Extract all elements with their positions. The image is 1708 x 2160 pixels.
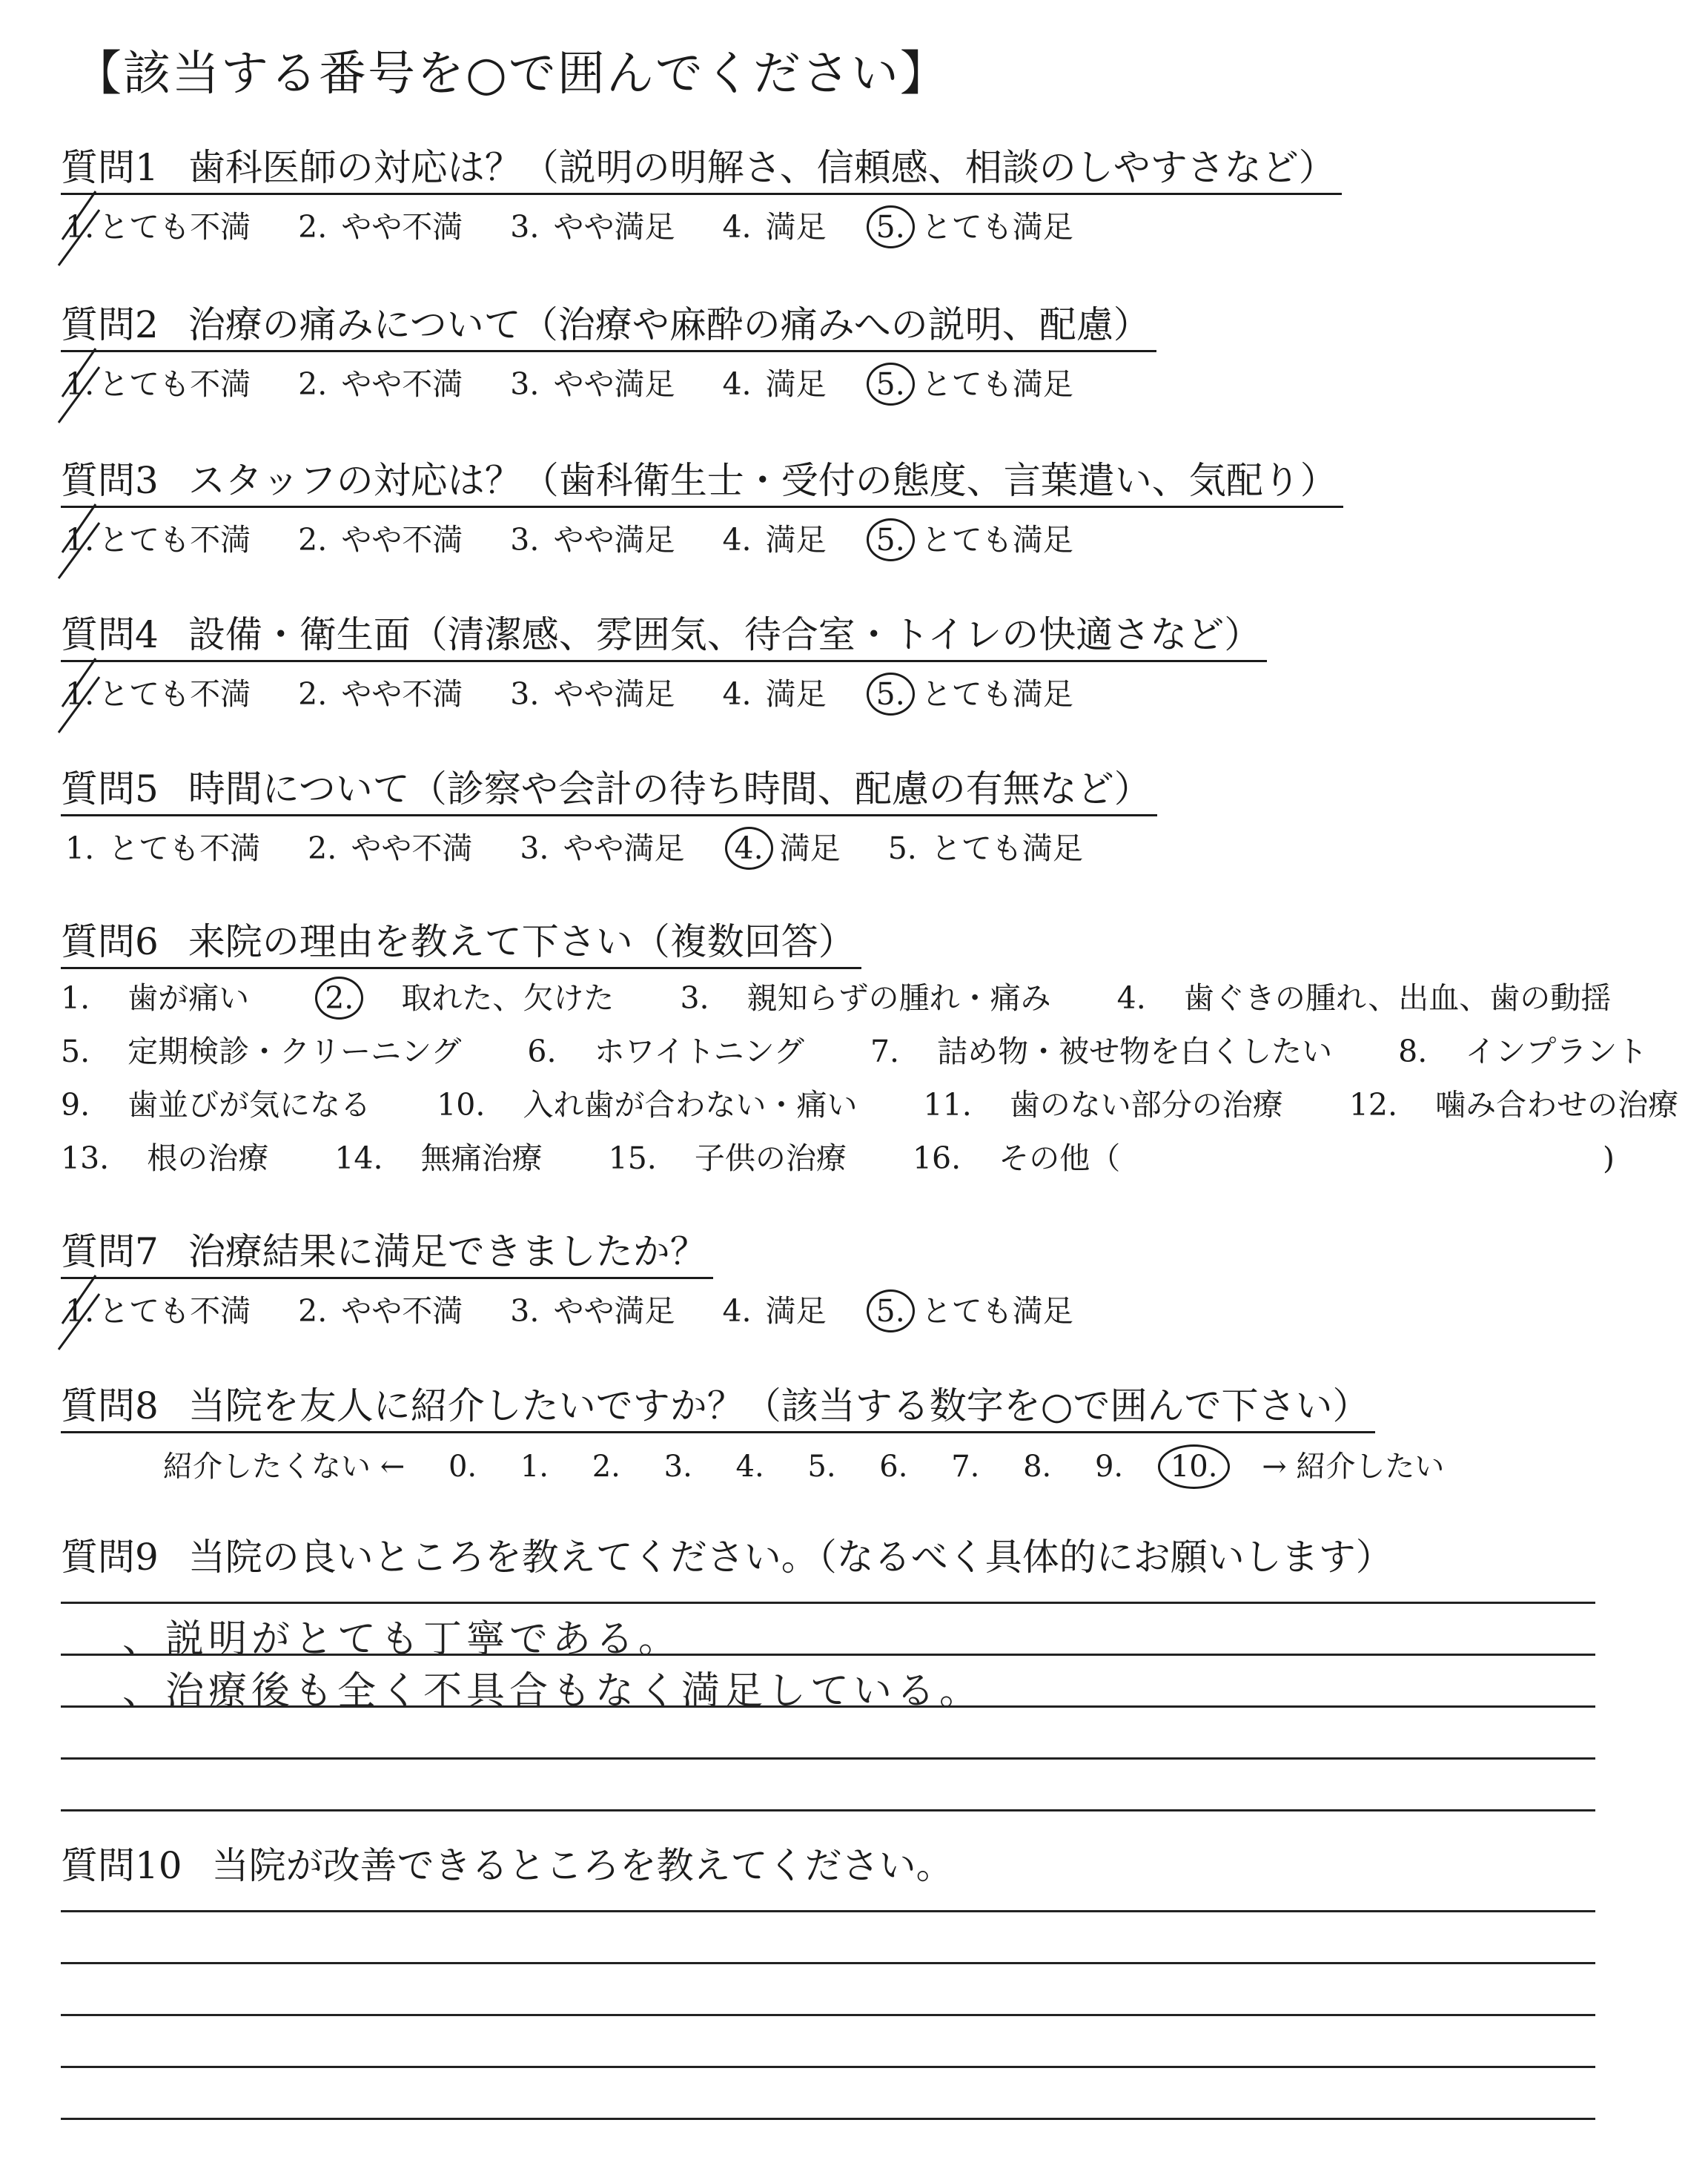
question-text: 歯科医師の対応は？（説明の明解さ、信頼感、相談のしやすさなど） <box>188 146 1336 189</box>
option-5-selected[interactable]: 5. とても満足 <box>870 670 1073 713</box>
option-1[interactable]: 1. とても不満 <box>61 360 251 403</box>
question-text: 当院の良いところを教えてください。（なるべく具体的にお願いします） <box>188 1536 1393 1579</box>
question-label: 質問7 <box>61 1230 159 1273</box>
option-5-selected[interactable]: 5. とても満足 <box>870 1287 1073 1330</box>
scale-5[interactable]: 5. <box>807 1450 836 1484</box>
option-2[interactable]: 2. やや不満 <box>298 521 463 558</box>
scale-1[interactable]: 1. <box>520 1450 549 1484</box>
question-6 <box>61 921 861 969</box>
question-2 <box>61 304 1156 403</box>
option-4-selected[interactable]: 4. 満足 <box>728 824 841 868</box>
question-1 <box>61 147 1342 246</box>
reason-12[interactable]: 12. 噛み合わせの治療 <box>1348 1087 1679 1123</box>
question-label: 質問5 <box>61 767 159 810</box>
reason-11[interactable]: 11. 歯のない部分の治療 <box>923 1087 1283 1123</box>
option-2[interactable]: 2. やや不満 <box>298 676 463 712</box>
reason-1[interactable]: 1. 歯が痛い <box>61 980 250 1016</box>
answer-line[interactable] <box>61 2118 1595 2120</box>
reason-row <box>61 1025 1708 1078</box>
option-2[interactable]: 2. やや不満 <box>298 208 463 245</box>
reason-9[interactable]: 9. 歯並びが気になる <box>61 1087 371 1123</box>
reason-other-close: ) <box>1603 1140 1615 1176</box>
option-1[interactable]: 1. とても不満 <box>65 830 261 866</box>
question-text: 治療結果に満足できましたか？ <box>188 1230 707 1273</box>
option-1[interactable]: 1. とても不満 <box>61 1287 251 1330</box>
reason-7[interactable]: 7. 詰め物・被せ物を白くしたい <box>870 1034 1333 1069</box>
scale-0[interactable]: 0. <box>448 1450 477 1484</box>
rating-options <box>61 1287 1116 1330</box>
question-label: 質問3 <box>61 459 159 502</box>
question-label: 質問8 <box>61 1384 159 1427</box>
question-label: 質問1 <box>61 146 159 189</box>
option-2[interactable]: 2. やや不満 <box>308 830 473 866</box>
option-4[interactable]: 4. 満足 <box>722 208 827 245</box>
scale-10-selected[interactable]: 10. <box>1158 1444 1231 1489</box>
option-4[interactable]: 4. 満足 <box>722 366 827 402</box>
option-4[interactable]: 4. 満足 <box>722 521 827 558</box>
answer-line[interactable] <box>61 1705 1595 1708</box>
option-5-selected[interactable]: 5. とても満足 <box>870 515 1073 559</box>
rating-options <box>61 824 1157 868</box>
question-text: スタッフの対応は？（歯科衛生士・受付の態度、言葉遣い、気配り） <box>188 459 1337 502</box>
scale-right-label: → 紹介したい <box>1262 1450 1445 1484</box>
reason-15[interactable]: 15. 子供の治療 <box>608 1140 847 1176</box>
recommend-scale <box>163 1443 1478 1485</box>
answer-line[interactable] <box>61 2066 1595 2068</box>
scale-9[interactable]: 9. <box>1094 1450 1124 1484</box>
rating-options <box>61 202 1342 246</box>
answer-line[interactable] <box>61 1757 1595 1760</box>
question-8 <box>61 1385 1375 1433</box>
handwritten-answer-line-2: 、治療後も全く不具合もなく満足している。 <box>122 1669 983 1714</box>
scale-left-label: 紹介したくない ← <box>163 1450 406 1484</box>
option-5[interactable]: 5. とても満足 <box>887 830 1083 866</box>
question-text: 時間について（診察や会計の待ち時間、配慮の有無など） <box>188 767 1151 810</box>
reason-row <box>61 1078 1708 1132</box>
question-4 <box>61 614 1267 713</box>
answer-line[interactable] <box>61 1654 1595 1656</box>
scale-6[interactable]: 6. <box>879 1450 908 1484</box>
question-9 <box>61 1536 1399 1582</box>
option-3[interactable]: 3. やや満足 <box>520 830 685 866</box>
option-4[interactable]: 4. 満足 <box>722 676 827 712</box>
question-label: 質問2 <box>61 303 159 346</box>
question-text: 来院の理由を教えて下さい（複数回答） <box>188 920 855 963</box>
option-4[interactable]: 4. 満足 <box>722 1292 827 1329</box>
reason-13[interactable]: 13. 根の治療 <box>61 1140 269 1176</box>
reason-4[interactable]: 4. 歯ぐきの腫れ、出血、歯の動揺 <box>1116 980 1612 1016</box>
answer-line[interactable] <box>61 1602 1595 1604</box>
question-text: 設備・衛生面（清潔感、雰囲気、待合室・トイレの快適さなど） <box>188 613 1262 656</box>
option-3[interactable]: 3. やや満足 <box>510 366 675 402</box>
reason-16-other[interactable]: 16. その他（ <box>912 1140 1121 1176</box>
rating-options <box>61 670 1267 713</box>
reason-8[interactable]: 8. インプラント <box>1398 1034 1648 1069</box>
scale-7[interactable]: 7. <box>951 1450 980 1484</box>
option-1[interactable]: 1. とても不満 <box>61 670 251 713</box>
reason-14[interactable]: 14. 無痛治療 <box>334 1140 543 1176</box>
scale-2[interactable]: 2. <box>592 1450 620 1484</box>
question-label: 質問6 <box>61 920 159 963</box>
scale-3[interactable]: 3. <box>663 1450 692 1484</box>
answer-line[interactable] <box>61 2014 1595 2016</box>
option-3[interactable]: 3. やや満足 <box>510 521 675 558</box>
scale-4[interactable]: 4. <box>735 1450 764 1484</box>
reason-row <box>61 971 1708 1025</box>
reason-row <box>61 1132 1708 1185</box>
rating-options <box>61 360 1156 403</box>
reason-10[interactable]: 10. 入れ歯が合わない・痛い <box>437 1087 858 1123</box>
option-2[interactable]: 2. やや不満 <box>298 366 463 402</box>
question-7 <box>61 1231 1116 1330</box>
reason-5[interactable]: 5. 定期検診・クリーニング <box>61 1034 462 1069</box>
option-3[interactable]: 3. やや満足 <box>510 676 675 712</box>
question-5 <box>61 768 1157 868</box>
question-10 <box>61 1845 959 1891</box>
question-text: 当院を友人に紹介したいですか？（該当する数字を○で囲んで下さい） <box>188 1384 1370 1427</box>
option-5-selected[interactable]: 5. とても満足 <box>870 202 1073 246</box>
rating-options <box>61 515 1343 559</box>
answer-line[interactable] <box>61 1809 1595 1811</box>
option-1[interactable]: 1. とても不満 <box>61 515 251 559</box>
reason-6[interactable]: 6. ホワイトニング <box>527 1034 804 1069</box>
question-3 <box>61 460 1343 559</box>
option-1[interactable]: 1. とても不満 <box>61 202 251 246</box>
reason-list <box>61 971 1708 1185</box>
scale-8[interactable]: 8. <box>1023 1450 1052 1484</box>
reason-2-selected[interactable]: 2. 取れた、欠けた <box>315 980 642 1016</box>
option-5-selected[interactable]: 5. とても満足 <box>870 360 1073 403</box>
option-3[interactable]: 3. やや満足 <box>510 1292 675 1329</box>
reason-3[interactable]: 3. 親知らずの腫れ・痛み <box>680 980 1051 1016</box>
answer-line[interactable] <box>61 1910 1595 1912</box>
answer-line[interactable] <box>61 1962 1595 1964</box>
handwritten-answer-line-1: 、説明がとても丁寧である。 <box>122 1617 682 1662</box>
page-title: 【該当する番号を○で囲んでください】 <box>74 47 949 102</box>
option-2[interactable]: 2. やや不満 <box>298 1292 463 1329</box>
question-label: 質問10 <box>61 1844 182 1887</box>
option-3[interactable]: 3. やや満足 <box>510 208 675 245</box>
question-text: 治療の痛みについて（治療や麻酔の痛みへの説明、配慮） <box>188 303 1151 346</box>
question-label: 質問4 <box>61 613 159 656</box>
question-text: 当院が改善できるところを教えてください。 <box>211 1844 953 1887</box>
question-label: 質問9 <box>61 1536 159 1579</box>
